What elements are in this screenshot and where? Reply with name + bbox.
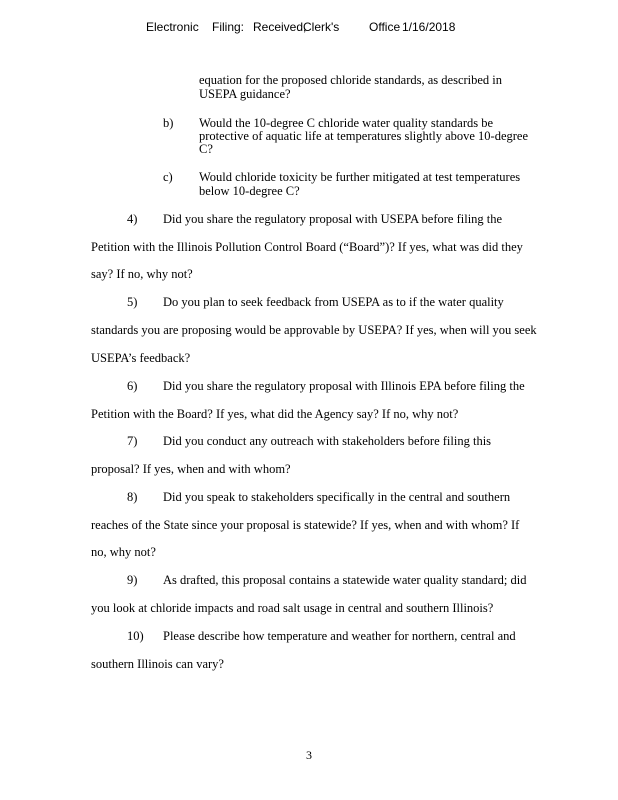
sub-item-b-line-1: Would the 10-degree C chloride water quality standards be <box>199 116 494 130</box>
question-8-line-1: Did you speak to stakeholders specifically in the central and southern <box>163 490 511 504</box>
question-4-line-3: say? If no, why not? <box>91 267 193 281</box>
question-10-number: 10) <box>127 629 144 643</box>
question-4-line-2: Petition with the Illinois Pollution Control Board (“Board”)? If yes, what was did they <box>91 240 523 254</box>
question-9-line-2: you look at chloride impacts and road salt usage in central and southern Illinois? <box>91 601 494 615</box>
question-7-line-1: Did you conduct any outreach with stakeholders before filing this <box>163 434 492 448</box>
header-office: Office <box>369 20 401 34</box>
sub-item-c-line-2: below 10-degree C? <box>199 184 300 198</box>
question-8-number: 8) <box>127 490 138 504</box>
sub-item-b-line-2: protective of aquatic life at temperatures slightly above 10-degree <box>199 129 529 143</box>
sub-item-b-line-3: C? <box>199 142 213 156</box>
question-5-line-1: Do you plan to seek feedback from USEPA as to if the water quality <box>163 295 504 309</box>
sub-item-a-line-2: USEPA guidance? <box>199 87 291 101</box>
question-9-number: 9) <box>127 573 138 587</box>
filing-stamp-header <box>146 20 506 36</box>
header-filing: Filing: <box>212 20 245 34</box>
question-7-line-2: proposal? If yes, when and with whom? <box>91 462 291 476</box>
sub-item-c-letter: c) <box>163 170 173 184</box>
page-number: 3 <box>306 748 312 762</box>
question-10-line-2: southern Illinois can vary? <box>91 657 224 671</box>
question-4-line-1: Did you share the regulatory proposal with USEPA before filing the <box>163 212 503 226</box>
header-received: Received, <box>253 20 307 34</box>
question-7-number: 7) <box>127 434 138 448</box>
sub-item-a-line-1: equation for the proposed chloride standards, as described in <box>199 73 503 87</box>
question-6-line-2: Petition with the Board? If yes, what did the Agency say? If no, why not? <box>91 407 459 421</box>
question-5-line-3: USEPA’s feedback? <box>91 351 191 365</box>
question-9-line-1: As drafted, this proposal contains a statewide water quality standard; did <box>163 573 527 587</box>
question-5-line-2: standards you are proposing would be approvable by USEPA? If yes, when will you seek <box>91 323 537 337</box>
header-electronic: Electronic <box>146 20 199 34</box>
header-clerks: Clerk's <box>303 20 340 34</box>
question-6-line-1: Did you share the regulatory proposal with Illinois EPA before filing the <box>163 379 525 393</box>
question-4-number: 4) <box>127 212 138 226</box>
question-6-number: 6) <box>127 379 138 393</box>
question-8-line-3: no, why not? <box>91 545 156 559</box>
question-8-line-2: reaches of the State since your proposal is statewide? If yes, when and with whom? If <box>91 518 520 532</box>
sub-item-b-letter: b) <box>163 116 174 130</box>
question-5-number: 5) <box>127 295 138 309</box>
question-10-line-1: Please describe how temperature and weather for northern, central and <box>163 629 516 643</box>
header-date: 1/16/2018 <box>402 20 456 34</box>
sub-item-c-line-1: Would chloride toxicity be further mitigated at test temperatures <box>199 170 521 184</box>
